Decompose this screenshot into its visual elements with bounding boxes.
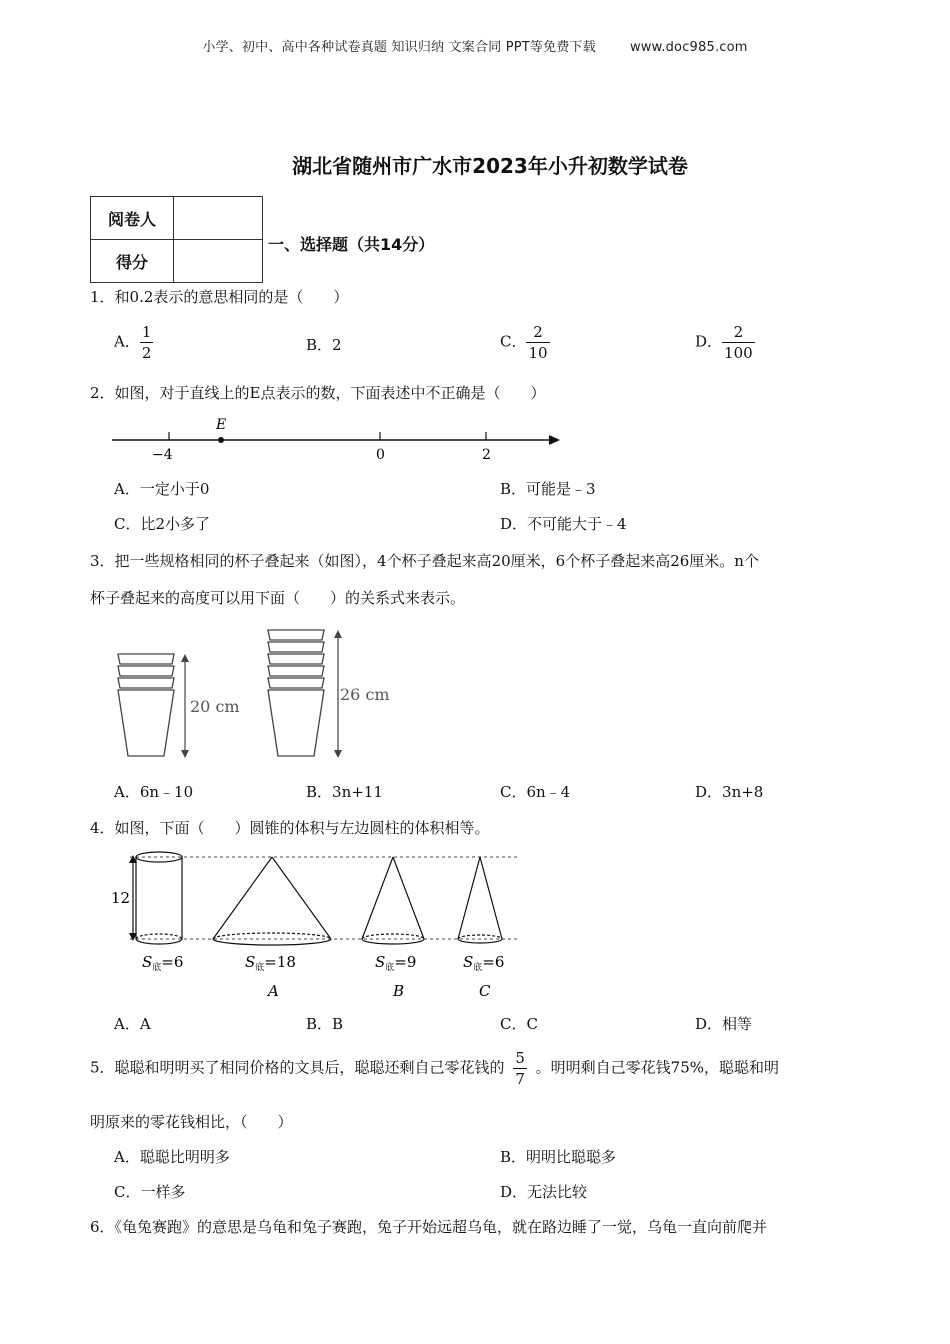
q4-option-b: B．B [306,1015,344,1033]
q2-option-d: D．不可能大于﹣4 [500,515,627,533]
q5-option-b: B．明明比聪聪多 [500,1148,617,1166]
cup-stack-4 [118,654,174,756]
tick-label-neg4: −4 [152,447,173,463]
cylinder-area-label: $S_底=6$ [142,953,184,973]
q5-fraction: $\frac{5}{7}$ [515,1049,525,1088]
cone-a-label: A [268,982,279,1000]
q1-option-b: B．2 [306,336,342,354]
q4-option-d: D．相等 [695,1015,753,1033]
score-label: 得分 [91,240,174,283]
grader-label: 阅卷人 [91,197,174,240]
grader-table [90,196,263,283]
question-5-stem-line1: 5．聪聪和明明买了相同价格的文具后，聪聪还剩自己零花钱的 $\frac{5}{7}$ 。明明剩自己零花钱75%，聪聪和明 [90,1049,779,1088]
q3-option-b: B．3n+11 [306,783,383,801]
cone-c-label: C [479,982,491,1000]
header-text: 小学、初中、高中各种试卷真题 知识归纳 文案合同 PPT等免费下载 [202,40,596,55]
q2-option-b: B．可能是﹣3 [500,480,596,498]
cone-a [213,857,331,945]
question-3-stem-line1: 3．把一些规格相同的杯子叠起来（如图），4个杯子叠起来高20厘米，6个杯子叠起来高26厘米。n个 [90,552,759,570]
question-4-stem: 4．如图，下面（ ）圆锥的体积与左边圆柱的体积相等。 [90,819,490,837]
point-e-label: E [216,417,227,433]
header-url[interactable]: www.doc985.com [629,40,748,55]
q3-option-a: A．6n﹣10 [114,783,194,801]
cone-b-area-label: $S_底=9$ [375,953,417,973]
score-field [174,240,263,283]
question-5-stem-line2: 明原来的零花钱相比，（ ） [90,1113,293,1131]
point-e [218,437,224,443]
q5-option-c: C．一样多 [114,1183,186,1201]
tick-label-2: 2 [482,447,491,463]
grader-field [174,197,263,240]
question-2-stem: 2．如图，对于直线上的E点表示的数，下面表述中不正确是（ ） [90,384,546,402]
cup-stack-6 [268,630,324,756]
q4-option-a: A．A [114,1015,151,1033]
question-1-stem: 1．和0.2表示的意思相同的是（ ） [90,288,349,306]
q5-option-a: A．聪聪比明明多 [114,1148,230,1166]
q2-option-c: C．比2小多了 [114,515,211,533]
tick-label-0: 0 [376,447,385,463]
question-3-stem-line2: 杯子叠起来的高度可以用下面（ ）的关系式来表示。 [90,589,466,607]
q1-option-a: A． $\frac{1}{2}$ [114,323,152,362]
cone-a-area-label: $S_底=18$ [245,953,296,973]
q4-option-c: C．C [500,1015,538,1033]
cone-b-label: B [393,982,405,1000]
stacked-cups-figure [108,620,398,765]
cone-c [458,857,502,943]
q5-option-d: D．无法比较 [500,1183,588,1201]
number-line-arrow [549,435,560,445]
q3-option-d: D．3n+8 [695,783,764,801]
cylinder-cones-figure [100,845,530,1005]
section-heading: 一、选择题（共14分） [268,235,435,254]
q3-option-c: C．6n﹣4 [500,783,571,801]
cylinder [136,852,182,944]
height-label-26: 26 cm [340,685,390,704]
height-label: 12 [111,889,131,907]
cone-c-area-label: $S_底=6$ [463,953,505,973]
height-label-20: 20 cm [190,697,240,716]
page-header [0,36,950,55]
page-title: 湖北省随州市广水市2023年小升初数学试卷 [292,154,688,178]
q2-option-a: A．一定小于0 [114,480,210,498]
q1-option-d: D． $\frac{2}{100}$ [695,323,753,362]
number-line-figure [100,412,580,468]
question-6-stem: 6．《龟兔赛跑》的意思是乌龟和兔子赛跑，兔子开始远超乌龟，就在路边睡了一觉，乌龟一直向前爬并 [90,1218,768,1236]
q1-option-c: C． $\frac{2}{10}$ [500,323,548,362]
cone-b [362,857,424,944]
